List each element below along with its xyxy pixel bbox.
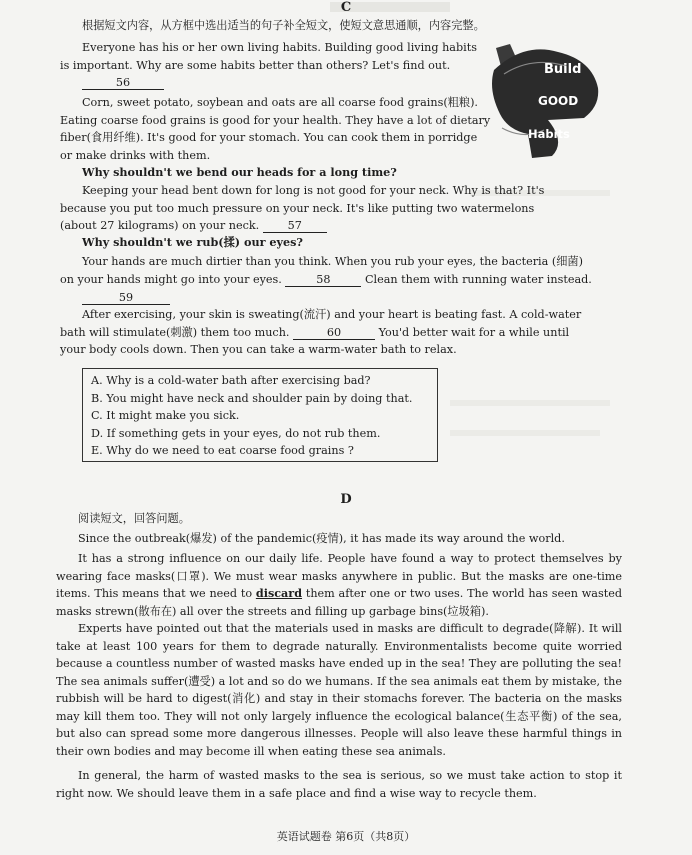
ghost-text bbox=[450, 400, 610, 406]
section-c-instruction bbox=[60, 17, 580, 35]
logo-word-build: Build bbox=[544, 62, 582, 77]
eyes-paragraph bbox=[60, 253, 596, 288]
blank-60-number: 60 bbox=[293, 326, 375, 340]
d-p2-text-a: It has a strong influence on our daily life. People have found a way to protect themselves by wearing face masks(口罩). We must wear masks anywhere in public. But the masks are one-time items. This means that we need to bbox=[56, 552, 622, 600]
section-d-title: D bbox=[340, 492, 352, 507]
blank-56-number: 56 bbox=[82, 76, 164, 90]
option-c: C. It might make you sick. bbox=[91, 409, 240, 422]
d-paragraph-1 bbox=[56, 530, 616, 548]
d-p2-text-b: them after one or two uses. The world has seen wasted masks strewn(散布在) all over the streets and filling up garbage bins(垃圾箱). bbox=[56, 587, 622, 618]
eyes-text-2: Clean them with running water instead. bbox=[364, 272, 592, 286]
option-a: A. Why is a cold-water bath after exercising bad? bbox=[91, 374, 371, 387]
blank-56 bbox=[82, 74, 164, 92]
food-paragraph bbox=[60, 94, 492, 164]
d-paragraph-4 bbox=[56, 767, 622, 802]
option-e: E. Why do we need to eat coarse food grains ? bbox=[91, 444, 354, 457]
options-box bbox=[82, 368, 438, 462]
section-c-title: C bbox=[340, 0, 352, 15]
eyes-text: Your hands are much dirtier than you think. When you rub your eyes, the bacteria (细菌) on your hands might go into your eyes. bbox=[60, 255, 583, 286]
d-paragraph-2 bbox=[56, 550, 622, 620]
instruction-text: 根据短文内容，从方框中选出适当的句子补全短文，使短文意思通顺，内容完整。 bbox=[82, 19, 485, 32]
d-instruction-text: 阅读短文，回答问题。 bbox=[78, 512, 190, 525]
intro-paragraph bbox=[60, 39, 482, 74]
neck-text: Keeping your head bent down for long is not good for your neck. Why is that? It's because you put too much pressure on your neck. It's like putting two watermelons (about 27 kilograms) on your neck. bbox=[60, 184, 545, 232]
neck-paragraph bbox=[60, 182, 572, 235]
word-discard: discard bbox=[255, 586, 303, 600]
logo-word-good: GOOD bbox=[538, 94, 579, 108]
d-p4-text: In general, the harm of wasted masks to the sea is serious, so we must take action to stop it right now. We should leave them in a safe place and find a wise way to recycle them. bbox=[56, 769, 622, 800]
d-paragraph-3 bbox=[56, 620, 622, 760]
heading-neck: Why shouldn't we bend our heads for a long time? bbox=[82, 165, 397, 179]
bath-paragraph bbox=[60, 306, 588, 359]
heading-eyes: Why shouldn't we rub(揉) our eyes? bbox=[82, 235, 303, 249]
blank-58-number: 58 bbox=[285, 273, 361, 287]
page-footer: 英语试题卷 第6页（共8页） bbox=[276, 830, 416, 843]
section-d-instruction bbox=[56, 510, 616, 528]
option-d: D. If something gets in your eyes, do not rub them. bbox=[91, 426, 381, 440]
blank-57-number: 57 bbox=[263, 219, 327, 233]
bath-text: After exercising, your skin is sweating(流汗) and your heart is beating fast. A cold-water bath will stimulate(刺激) them too much. bbox=[60, 308, 582, 339]
blank-59 bbox=[82, 289, 170, 307]
blank-59-number: 59 bbox=[82, 291, 170, 305]
option-b: B. You might have neck and shoulder pain by doing that. bbox=[91, 391, 413, 405]
bath-text-2: You'd better wait for a while until your body cools down. Then you can take a warm-water bath to relax. bbox=[60, 325, 570, 356]
d-p1-text: Since the outbreak(爆发) of the pandemic(疫情), it has made its way around the world. bbox=[78, 532, 565, 545]
build-good-habits-icon bbox=[488, 44, 600, 158]
ghost-text bbox=[450, 430, 600, 436]
food-text: Corn, sweet potato, soybean and oats are all coarse food grains(粗粮). Eating coarse food grains is good for your health. They have a lot of dietary fiber(食用纤维). It's good for your stomach. You can cook them in porridge or make drinks with them. bbox=[60, 96, 491, 162]
intro-text: Everyone has his or her own living habits. Building good living habits is important. Why are some habits better than others? Let's find out. bbox=[60, 41, 477, 72]
logo-word-habits: Habits bbox=[528, 127, 570, 141]
d-p3-text: Experts have pointed out that the materials used in masks are difficult to degrade(降解). It will take at least 100 years for them to degrade naturally. Environmentalists become quite worried because a countless number of wasted masks have ended up in the sea! They are polluting the sea! The sea animals suffer(遭受) a lot and so do we humans. If the sea animals eat them by mistake, the rubbish will be hard to digest(消化) and stay in their stomachs forever. The bacteria on the masks may kill them too. They will not only largely influence the ecological balance(生态平衡) of the sea, but also can spread some more dangerous illnesses. People will also leave these harmful things in their own bodies and may become ill when eating these sea animals. bbox=[56, 622, 622, 758]
